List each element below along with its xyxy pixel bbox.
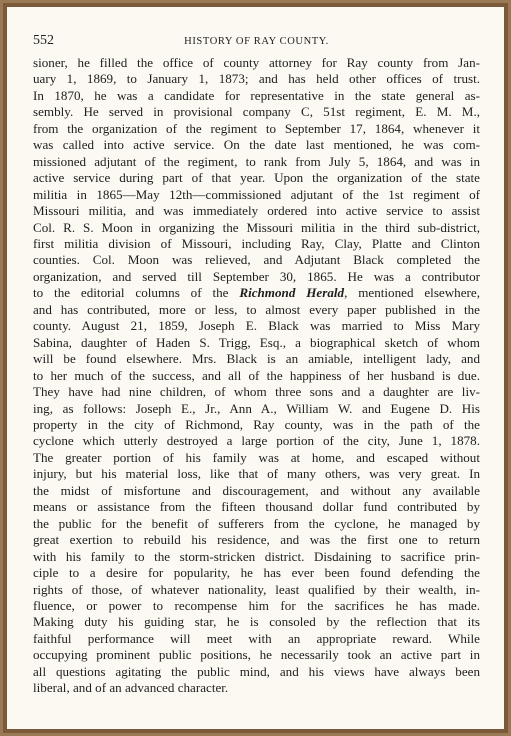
text-line: will be found elsewhere. Mrs. Black is an amiable, intelligent lady, and bbox=[33, 351, 480, 367]
text-line: the midst of misfortune and discouragement, and without any available bbox=[33, 482, 480, 498]
text-line: militia in 1865—May 12th—commissioned adjutant of the 1st regiment of bbox=[33, 186, 480, 202]
text-line: active service during part of that year. Upon the organization of the state bbox=[33, 170, 480, 186]
text-line: They have had nine children, of whom three sons and a daughter are liv- bbox=[33, 384, 480, 400]
text-line: was called into active service. On the date last mentioned, he was com- bbox=[33, 137, 480, 153]
text-line: occupying prominent public positions, he necessarily took an active part in bbox=[33, 647, 480, 663]
text-line: faithful performance will meet with an appropriate reward. While bbox=[33, 630, 480, 646]
text-line: organization, and served till September 30, 1865. He was a contributor bbox=[33, 268, 480, 284]
text-line: to her much of the success, and all of the happiness of her husband is due. bbox=[33, 367, 480, 383]
page-border bbox=[3, 3, 508, 733]
text-line: liberal, and of an advanced character. bbox=[33, 680, 229, 696]
book-page bbox=[7, 7, 504, 729]
page-number: 552 bbox=[33, 33, 54, 48]
newspaper-title: Richmond Herald bbox=[239, 285, 345, 301]
text-line: from the organization of the regiment to September 17, 1864, whenever it bbox=[33, 120, 480, 136]
running-head: HISTORY OF RAY COUNTY. bbox=[184, 36, 329, 47]
text-line: fluence, or power to recompense him for the sacrifices he has made. bbox=[33, 597, 480, 613]
text-line: to the editorial columns of the Richmond Herald, mentioned elsewhere, bbox=[33, 285, 480, 301]
text-line: In 1870, he was a candidate for representative in the state general as- bbox=[33, 87, 480, 103]
text-line: first militia division of Missouri, including Ray, Clay, Platte and Clinton bbox=[33, 235, 480, 251]
text-line: means or assistance from the fifteen thousand dollar fund contributed by bbox=[33, 499, 480, 515]
page-header bbox=[33, 33, 480, 55]
text-line: Making duty his guiding star, he is consoled by the reflection that its bbox=[33, 614, 480, 630]
text-line: all questions agitating the public mind, and his views have always been bbox=[33, 663, 480, 679]
text-line: injury, but his material loss, like that of many others, was very great. In bbox=[33, 466, 480, 482]
text-line: rights of those, of whatever nationality, least qualified by their wealth, in- bbox=[33, 581, 480, 597]
text-line: the public for the benefit of sufferers from the cyclone, he managed by bbox=[33, 515, 480, 531]
text-line: sembly. He served in provisional company C, 51st regiment, E. M. M., bbox=[33, 104, 480, 120]
text-line: great exertion to rebuild his residence, and was the first one to return bbox=[33, 532, 480, 548]
text-line: Missouri militia, and was immediately ordered into active service to assist bbox=[33, 203, 480, 219]
text-line: with his family to the storm-stricken district. Disdaining to sacrifice prin- bbox=[33, 548, 480, 564]
text-line: cyclone which utterly destroyed a large portion of the city, June 1, 1878. bbox=[33, 433, 480, 449]
text-line: counties. Col. Moon was relieved, and Adjutant Black completed the bbox=[33, 252, 480, 268]
text-line: sioner, he filled the office of county attorney for Ray county from Jan- bbox=[33, 55, 480, 70]
text-line: missioned adjutant of the regiment, to rank from July 5, 1864, and was in bbox=[33, 153, 480, 169]
text-line: ing, as follows: Joseph E., Jr., Ann A., William W. and Eugene D. His bbox=[33, 400, 480, 416]
text-line: Col. R. S. Moon in organizing the Missouri militia in the third sub-district, bbox=[33, 219, 480, 235]
text-line: The greater portion of his family was at home, and escaped without bbox=[33, 449, 480, 465]
text-line: Sabina, daughter of Haden S. Trigg, Esq., a biographical sketch of whom bbox=[33, 334, 480, 350]
text-line: uary 1, 1869, to January 1, 1873; and has held other offices of trust. bbox=[33, 71, 480, 87]
text-line: ciple to a desire for popularity, he has ever been found defending the bbox=[33, 565, 480, 581]
text-line: and has contributed, more or less, to almost every paper published in the bbox=[33, 301, 480, 317]
body-text bbox=[33, 55, 480, 697]
text-line: county. August 21, 1859, Joseph E. Black was married to Miss Mary bbox=[33, 318, 480, 334]
text-line: property in the city of Richmond, Ray county, was in the path of the bbox=[33, 416, 480, 432]
